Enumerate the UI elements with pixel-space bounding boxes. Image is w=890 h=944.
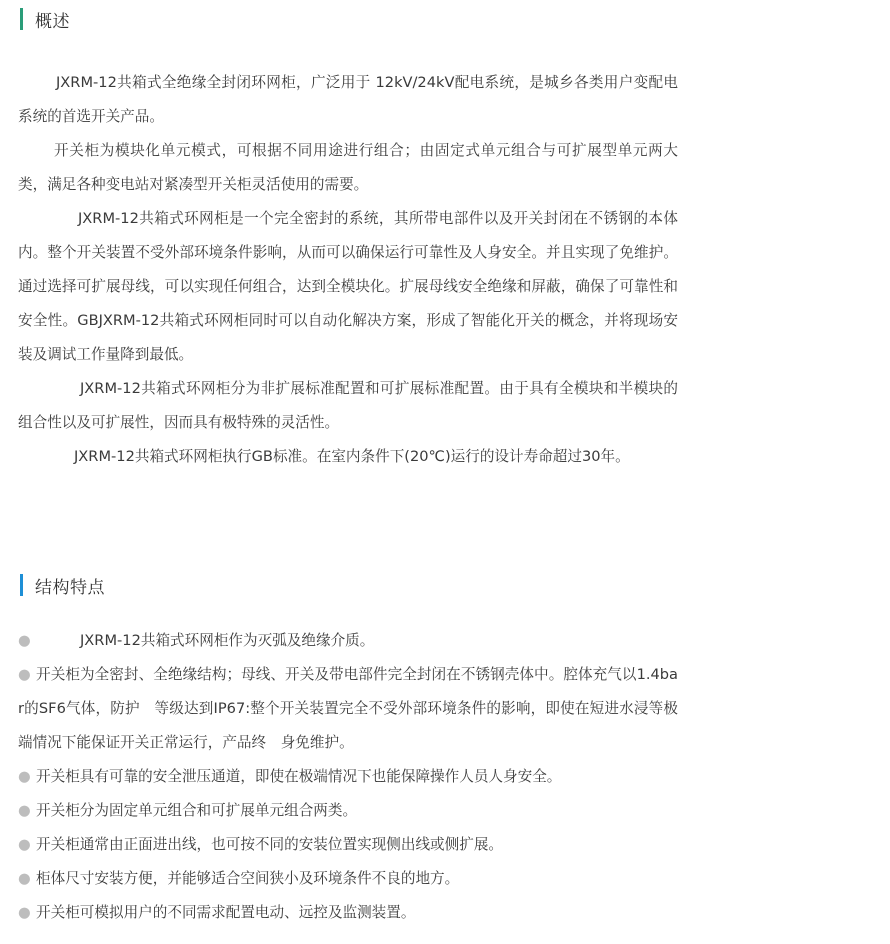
bullet-icon: ● <box>18 802 31 819</box>
bullet-icon: ● <box>18 904 31 921</box>
list-item-text: JXRM-12共箱式环网柜作为灭弧及绝缘介质。 <box>80 632 375 649</box>
list-item <box>18 658 678 760</box>
list-item <box>18 896 678 930</box>
heading-accent-bar <box>20 574 23 596</box>
list-item-text: 开关柜分为固定单元组合和可扩展单元组合两类。 <box>36 802 358 819</box>
list-item <box>18 828 678 862</box>
overview-body <box>18 66 678 474</box>
bullet-icon: ● <box>18 632 31 649</box>
paragraph: JXRM-12共箱式环网柜是一个完全密封的系统，其所带电部件以及开关封闭在不锈钢的本体内。整个开关装置不受外部环境条件影响，从而可以确保运行可靠性及人身安全。并且实现了免维护。通过选择可扩展母线，可以实现任何组合，达到全模块化。扩展母线安全绝缘和屏蔽，确保了可靠性和安全性。GBJXRM-12共箱式环网柜同时可以自动化解决方案，形成了智能化开关的概念，并将现场安装及调试工作量降到最低。 <box>18 210 678 363</box>
list-item <box>18 624 678 658</box>
list-item-text: 开关柜可模拟用户的不同需求配置电动、远控及监测装置。 <box>36 904 416 921</box>
bullet-icon: ● <box>18 768 31 785</box>
heading-accent-bar <box>20 8 23 30</box>
list-item-text: 开关柜通常由正面进出线，也可按不同的安装位置实现侧出线或侧扩展。 <box>36 836 504 853</box>
bullet-icon: ● <box>18 836 31 853</box>
paragraph: JXRM-12共箱式全绝缘全封闭环网柜，广泛用于 12kV/24kV配电系统，是城乡各类用户变配电系统的首选开关产品。 <box>18 74 678 125</box>
list-item <box>18 760 678 794</box>
list-item <box>18 794 678 828</box>
structure-features-list <box>18 624 678 930</box>
section-heading-structure <box>20 573 105 597</box>
section-title: 结构特点 <box>35 577 105 598</box>
bullet-icon: ● <box>18 666 31 683</box>
paragraph: JXRM-12共箱式环网柜执行GB标准。在室内条件下(20℃)运行的设计寿命超过30年。 <box>74 448 630 465</box>
section-heading-overview <box>20 7 70 31</box>
list-item-text: 柜体尺寸安装方便，并能够适合空间狭小及环境条件不良的地方。 <box>36 870 460 887</box>
bullet-icon: ● <box>18 870 31 887</box>
list-item-text: 开关柜为全密封、全绝缘结构；母线、开关及带电部件完全封闭在不锈钢壳体中。腔体充气以1.4bar的SF6气体，防护 等级达到IP67:整个开关装置完全不受外部环境条件的影响，即使在短进水浸等极端情况下能保证开关正常运行，产品终 身免维护。 <box>18 666 678 751</box>
list-item <box>18 862 678 896</box>
paragraph: 开关柜为模块化单元模式，可根据不同用途进行组合；由固定式单元组合与可扩展型单元两大类，满足各种变电站对紧凑型开关柜灵活使用的需要。 <box>18 142 678 193</box>
section-title: 概述 <box>35 11 70 32</box>
list-item-text: 开关柜具有可靠的安全泄压通道，即使在极端情况下也能保障操作人员人身安全。 <box>36 768 562 785</box>
paragraph: JXRM-12共箱式环网柜分为非扩展标准配置和可扩展标准配置。由于具有全模块和半模块的组合性以及可扩展性，因而具有极特殊的灵活性。 <box>18 380 678 431</box>
